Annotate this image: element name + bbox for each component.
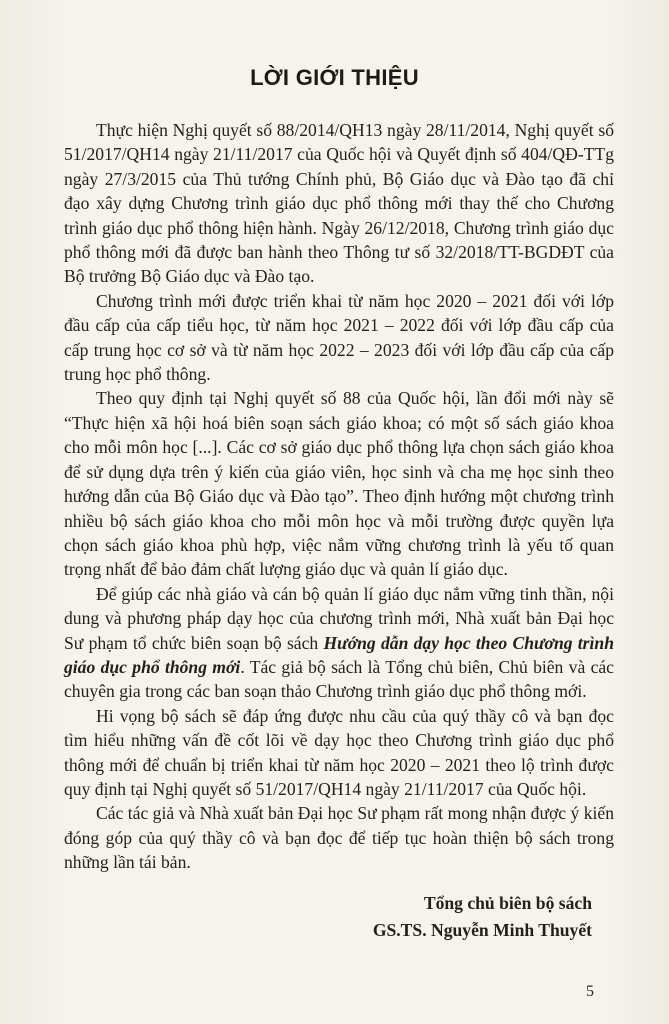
body-text: [64, 118, 614, 875]
paragraph-4-rest: . Tác giả bộ sách là Tổng chủ biên, Chủ biên và các chuyên gia trong các ban soạn thảo Chương trình giáo dục phổ thông mới.: [64, 656, 614, 702]
paragraph-3: Theo quy định tại Nghị quyết số 88 của Quốc hội, lần đổi mới này sẽ “Thực hiện xã hội hoá biên soạn sách giáo khoa; có một số sách giáo khoa cho mỗi môn học [...]. Các cơ sở giáo dục phổ thông lựa chọn sách giáo khoa để sử dụng dựa trên ý kiến của giáo viên, học sinh và cha mẹ học sinh theo hướng dẫn của Bộ Giáo dục và Đào tạo”. Theo định hướng một chương trình nhiều bộ sách giáo khoa cho mỗi môn học và mỗi trường được quyền lựa chọn sách giáo khoa phù hợp, việc nắm vững chương trình là yếu tố quan trọng nhất để bảo đảm chất lượng giáo dục và quản lí giáo dục.: [64, 388, 614, 580]
paragraph-6: Các tác giả và Nhà xuất bản Đại học Sư phạm rất mong nhận được ý kiến đóng góp của quý thầy cô và bạn đọc để tiếp tục hoàn thiện bộ sách trong những lần tái bản.: [64, 803, 614, 873]
page-title: LỜI GIỚI THIỆU: [250, 65, 419, 90]
signature-role: Tổng chủ biên bộ sách: [423, 893, 592, 913]
page-number: 5: [586, 983, 594, 1000]
paragraph-4: [64, 582, 614, 704]
paragraph-4-intro: Để giúp các nhà giáo và cán bộ quản lí giáo dục nắm vững tinh thần, nội dung và phương pháp dạy học của chương trình mới, Nhà xuất bản Đại học Sư phạm tổ chức biên soạn bộ sách: [64, 583, 614, 653]
paragraph-5: Hi vọng bộ sách sẽ đáp ứng được nhu cầu của quý thầy cô và bạn đọc tìm hiểu những vấn đề cốt lõi về dạy học theo Chương trình giáo dục phổ thông mới để chuẩn bị triển khai từ năm học 2020 – 2021 theo lộ trình được quy định tại Nghị quyết số 51/2017/QH14 ngày 21/11/2017 của Quốc hội.: [64, 705, 614, 799]
paragraph-1: Thực hiện Nghị quyết số 88/2014/QH13 ngày 28/11/2014, Nghị quyết số 51/2017/QH14 ngày 21/11/2017 của Quốc hội và Quyết định số 404/QĐ-TTg ngày 27/3/2015 của Thủ tướng Chính phủ, Bộ Giáo dục và Đào tạo đã chỉ đạo xây dựng Chương trình giáo dục phổ thông mới thay thế cho Chương trình giáo dục phổ thông hiện hành. Ngày 26/12/2018, Chương trình giáo dục phổ thông mới đã được ban hành theo Thông tư số 32/2018/TT-BGDĐT của Bộ trưởng Bộ Giáo dục và Đào tạo.: [64, 120, 614, 287]
book-series-title: Hướng dẫn dạy học theo Chương trình giáo dục phổ thông mới: [64, 632, 614, 677]
paragraph-2: Chương trình mới được triển khai từ năm học 2020 – 2021 đối với lớp đầu cấp của cấp tiểu học, từ năm học 2021 – 2022 đối với lớp đầu cấp của cấp trung học cơ sở và từ năm học 2022 – 2023 đối với lớp đầu cấp của cấp trung học phổ thông.: [64, 290, 614, 385]
signature-name: GS.TS. Nguyễn Minh Thuyết: [372, 920, 592, 940]
